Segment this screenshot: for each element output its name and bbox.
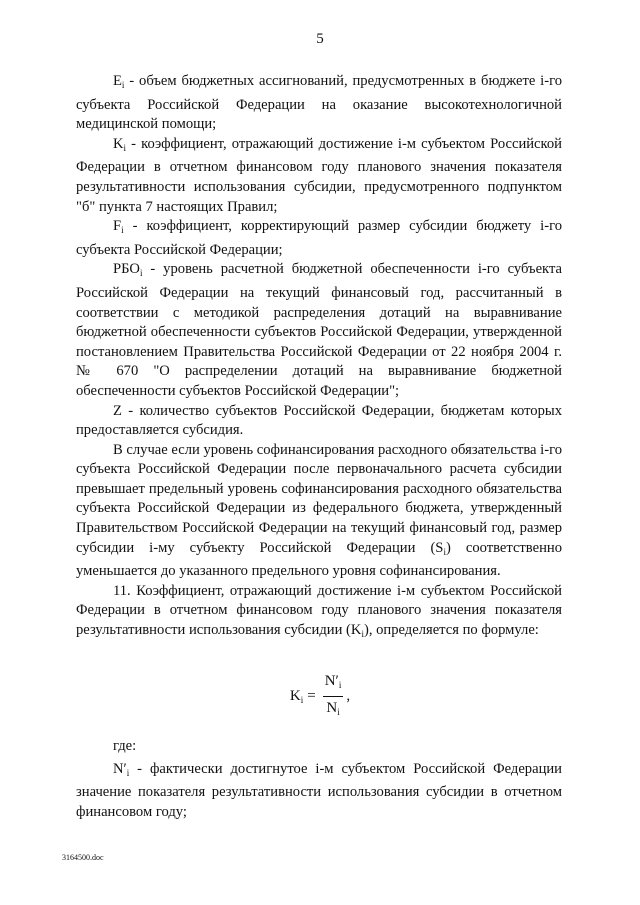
definition-n-prime: $N'_i$ - фактически достигнутое i-м субъектом Российской Федерации значение показателя результативности использования субсидии в отчетном финансовом году; [76,760,562,820]
formula-numerator: $N'_i$ [323,672,344,697]
paragraph-cofinancing: В случае если уровень софинансирования расходного обязательства i-го субъекта Российской Федерации после первоначального расчета субсидии превышает предельный уровень софинансирования расходного обязательства субъекта Российской Федерации из федерального бюджета, утвержденный Правительством Российской Федерации на текущий финансовый год, размер субсидии i-му субъекту Российской Федерации $(S_i)$ соответственно уменьшается до указанного предельного уровня софинансирования. [76,441,562,580]
formula-comma: , [346,688,351,704]
definition-k: $K_i$ - коэффициент, отражающий достижение i-м субъектом Российской Федерации в отчетном финансовом году планового значения показателя результативности использования субсидии, предусмотренного подпунктом "б" пункта 7 настоящих Правил; [76,135,562,215]
definitions-block [76,72,562,645]
where-block [76,737,562,822]
definition-z: Z - количество субъектов Российской Федерации, бюджетам которых предоставляется субсидия. [76,402,562,439]
definition-f: $F_i$ - коэффициент, корректирующий размер субсидии бюджету i-го субъекта Российской Федерации; [76,218,562,258]
footer-filename: 3164500.doc [62,853,104,862]
formula-fraction [323,672,344,721]
where-label: где: [113,738,137,754]
definition-e: $E_i$ - объем бюджетных ассигнований, предусмотренных в бюджете i-го субъекта Российской Федерации на оказание высокотехнологичной медицинской помощи; [76,73,562,133]
definition-rbo: $РБО_i$ - уровень расчетной бюджетной обеспеченности i-го субъекта Российской Федерации на текущий финансовый год, рассчитанный в соответствии с методикой распределения дотаций на выравнивание бюджетной обеспеченности субъектов Российской Федерации, утвержденной постановлением Правительства Российской Федерации от 22 ноября 2004 г. № 670 "О распределении дотаций на выравнивание бюджетной обеспеченности субъектов Российской Федерации"; [76,261,562,399]
formula-denominator: $N_i$ [326,700,340,717]
page-number: 5 [316,31,324,47]
formula-equals: = [307,688,316,704]
paragraph-11: 11. Коэффициент, отражающий достижение i-м субъектом Российской Федерации в отчетном финансовом году планового значения показателя результативности использования субсидии $(K_i)$, определяется по формуле: [76,582,562,640]
formula-lhs: $K_i$ [289,688,304,705]
formula [0,672,640,721]
